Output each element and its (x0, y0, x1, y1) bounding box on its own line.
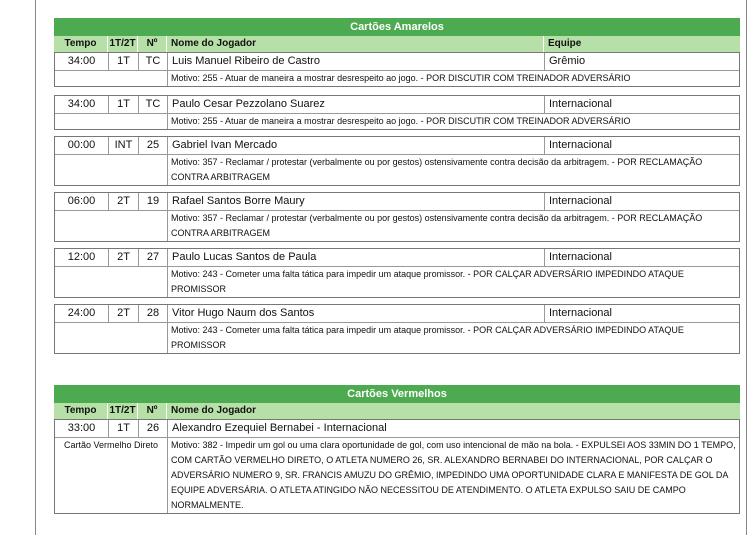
yellow-cards-header (54, 36, 740, 52)
card-player-name: Paulo Lucas Santos de Paula (168, 249, 545, 266)
card-time: 12:00 (55, 249, 109, 266)
red-cards-header (54, 403, 740, 419)
yellow-cards-section (54, 18, 740, 354)
card-motive: Motivo: 382 - Impedir um gol ou uma clara oportunidade de gol, com uso intencional de mão na bola. - EXPULSEI AOS 33MIN DO 1 TEMPO, COM CARTÃO VERMELHO DIRETO, O ATLETA NUMERO 26, SR. ALEXANDRO BERNABEI DO INTERNACIONAL, POR CALÇAR O ADVERSÁRIO NUMERO 9, SR. FRANCIS AMUZU DO GRÊMIO, IMPEDINDO UMA OPORTUNIDADE CLARA E MANIFESTA DE GOL DA EQUIPE ADVERSÁRIA. O ATLETA ATINGIDO NÃO NECESSITOU DE ATENDIMENTO. O ATLETA EXPULSO SAIU DE CAMPO NORMALMENTE. (171, 440, 736, 510)
table-row (55, 249, 739, 267)
header-team: Equipe (548, 38, 582, 49)
card-half: 2T (109, 249, 139, 266)
red-card-entry (54, 419, 740, 514)
card-number: 25 (139, 137, 168, 154)
card-player-name: Rafael Santos Borre Maury (168, 193, 545, 210)
card-time: 06:00 (55, 193, 109, 210)
header-number: Nº (138, 36, 167, 52)
card-time: 33:00 (55, 420, 109, 437)
card-number: TC (139, 96, 168, 113)
card-half: 2T (109, 193, 139, 210)
card-time: 34:00 (55, 96, 109, 113)
table-row (55, 305, 739, 323)
card-half: 1T (109, 53, 139, 70)
yellow-card-entry (54, 192, 740, 242)
card-team: Internacional (549, 307, 612, 319)
card-team: Internacional (549, 251, 612, 263)
card-team: Internacional (549, 98, 612, 110)
header-player-name: Nome do Jogador (167, 36, 544, 52)
card-motive: Motivo: 243 - Cometer uma falta tática para impedir um ataque promissor. - POR CALÇAR ADVERSÁRIO IMPEDINDO ATAQUE PROMISSOR (171, 325, 684, 350)
card-motive-row (55, 155, 739, 185)
card-player-name: Gabriel Ivan Mercado (168, 137, 545, 154)
table-row (55, 193, 739, 211)
card-player-name: Paulo Cesar Pezzolano Suarez (168, 96, 545, 113)
card-team: Internacional (549, 139, 612, 151)
card-number: 26 (139, 420, 168, 437)
card-motive: Motivo: 255 - Atuar de maneira a mostrar desrespeito ao jogo. - POR DISCUTIR COM TREINADOR ADVERSÁRIO (171, 73, 631, 83)
yellow-card-entry (54, 136, 740, 186)
card-half: 1T (109, 96, 139, 113)
card-player-name: Alexandro Ezequiel Bernabei - Internacional (172, 422, 387, 434)
header-time: Tempo (54, 403, 108, 419)
card-number: TC (139, 53, 168, 70)
card-number: 28 (139, 305, 168, 322)
card-motive-row (55, 211, 739, 241)
table-row (55, 137, 739, 155)
card-motive: Motivo: 243 - Cometer uma falta tática para impedir um ataque promissor. - POR CALÇAR ADVERSÁRIO IMPEDINDO ATAQUE PROMISSOR (171, 269, 684, 294)
header-number: Nº (138, 403, 167, 419)
card-half: INT (109, 137, 139, 154)
card-time: 00:00 (55, 137, 109, 154)
card-motive-row (55, 438, 739, 513)
yellow-cards-title: Cartões Amarelos (54, 18, 740, 36)
yellow-card-entry (54, 95, 740, 130)
card-number: 27 (139, 249, 168, 266)
card-number: 19 (139, 193, 168, 210)
red-cards-title: Cartões Vermelhos (54, 385, 740, 403)
header-half: 1T/2T (108, 403, 138, 419)
card-player-name: Luis Manuel Ribeiro de Castro (168, 53, 545, 70)
table-row (55, 96, 739, 114)
table-row (55, 53, 739, 71)
card-half: 2T (109, 305, 139, 322)
header-half: 1T/2T (108, 36, 138, 52)
card-motive-row (55, 267, 739, 297)
card-motive: Motivo: 255 - Atuar de maneira a mostrar desrespeito ao jogo. - POR DISCUTIR COM TREINADOR ADVERSÁRIO (171, 116, 631, 126)
yellow-card-entry (54, 304, 740, 354)
card-team: Internacional (549, 195, 612, 207)
red-cards-section (54, 385, 740, 514)
yellow-card-entry (54, 248, 740, 298)
card-motive: Motivo: 357 - Reclamar / protestar (verbalmente ou por gestos) ostensivamente contra decisão da arbitragem. - POR RECLAMAÇÃO CONTRA ARBITRAGEM (171, 213, 703, 238)
header-time: Tempo (54, 36, 108, 52)
table-row (55, 420, 739, 438)
card-motive-row (55, 71, 739, 86)
card-motive: Motivo: 357 - Reclamar / protestar (verbalmente ou por gestos) ostensivamente contra decisão da arbitragem. - POR RECLAMAÇÃO CONTRA ARBITRAGEM (171, 157, 703, 182)
card-time: 34:00 (55, 53, 109, 70)
card-motive-row (55, 323, 739, 353)
card-half: 1T (109, 420, 139, 437)
header-player-name: Nome do Jogador (171, 405, 257, 416)
card-motive-row (55, 114, 739, 129)
card-type: Cartão Vermelho Direto (55, 438, 168, 513)
card-time: 24:00 (55, 305, 109, 322)
card-player-name: Vitor Hugo Naum dos Santos (168, 305, 545, 322)
yellow-card-entry (54, 52, 740, 87)
card-team: Grêmio (549, 55, 586, 67)
